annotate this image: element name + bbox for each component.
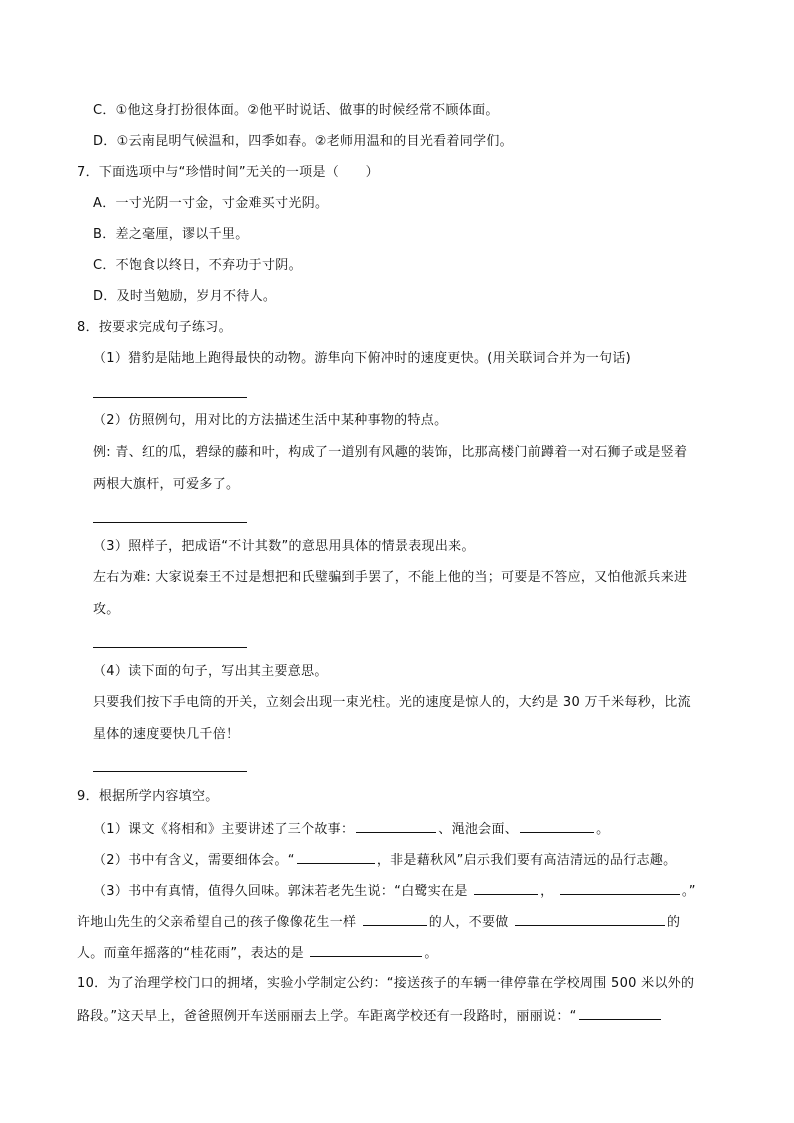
q9-part3-blank-1[interactable] [474, 880, 538, 895]
q9-part1-blank-1[interactable] [356, 818, 436, 833]
q9-part1-text-b: 、渑池会面、 [438, 822, 519, 837]
q9-part3-line3 [77, 942, 438, 964]
q9-part1 [93, 818, 609, 840]
q9-stem: 9．根据所学内容填空。 [77, 789, 219, 804]
q8-part1: （1）猎豹是陆地上跑得最快的动物。游隼向下俯冲时的速度更快。(用关联词合并为一句话) [93, 351, 632, 366]
q9-part1-text-a: （1）课文《将相和》主要讲述了三个故事： [93, 822, 355, 837]
q9-part3-text-d: 许地山先生的父亲希望自己的孩子像像花生一样 [77, 915, 357, 930]
q9-part3-text-g: 人。而童年摇落的“桂花雨”，表达的是 [77, 946, 304, 961]
q9-part3-text-b: ， [540, 884, 554, 899]
q8-part3-example-line1: 左右为难: 大家说秦王不过是想把和氏璧骗到手罢了，不能上他的当；可要是不答应，又怕他派兵来进 [93, 570, 688, 585]
q8-part1-answer-blank[interactable] [93, 397, 247, 398]
q8-part4-sentence-line1: 只要我们按下手电筒的开关，立刻会出现一束光柱。光的速度是惊人的，大约是 30 万千米每秒，比流 [93, 695, 691, 710]
q9-part3-blank-4[interactable] [515, 911, 665, 926]
q8-part4: （4）读下面的句子，写出其主要意思。 [93, 664, 328, 679]
q9-part2-blank[interactable] [297, 849, 375, 864]
q9-part3-text-f: 的 [667, 915, 681, 930]
q10-answer-blank[interactable] [579, 1005, 661, 1020]
q10-text: 路段。”这天早上，爸爸照例开车送丽丽去上学。车距离学校还有一段路时，丽丽说：“ [77, 1009, 577, 1024]
q10-line1: 10．为了治理学校门口的拥堵，实验小学制定公约：“接送孩子的车辆一律停靠在学校周围 500 米以外的 [77, 976, 695, 991]
q9-part3-blank-3[interactable] [363, 911, 427, 926]
q9-part2-text-a: （2）书中有含义，需要细体会。“ [93, 853, 295, 868]
q7-option-c: C．不饱食以终日，不弃功于寸阴。 [93, 258, 302, 273]
q8-part4-sentence-line2: 星体的速度要快几千倍！ [93, 727, 240, 742]
q9-part1-blank-2[interactable] [520, 818, 594, 833]
q6-option-c: C．①他这身打扮很体面。②他平时说话、做事的时候经常不顾体面。 [93, 103, 499, 118]
q8-part2: （2）仿照例句，用对比的方法描述生活中某种事物的特点。 [93, 413, 448, 428]
q10-line2 [77, 1005, 663, 1027]
q9-part3-blank-5[interactable] [310, 942, 422, 957]
q9-part3-text-c: 。” [681, 884, 696, 899]
q8-part2-example-line1: 例: 青、红的瓜，碧绿的藤和叶，构成了一道别有风趣的装饰，比那高楼门前蹲着一对石狮子或是竖着 [93, 445, 688, 460]
q9-part1-text-c: 。 [596, 822, 610, 837]
q9-part2 [93, 849, 676, 871]
q8-part4-answer-blank[interactable] [93, 771, 247, 772]
q7-stem: 7．下面选项中与“珍惜时间”无关的一项是（ ） [77, 165, 379, 180]
q7-option-d: D．及时当勉励，岁月不待人。 [93, 289, 277, 304]
q6-option-d: D．①云南昆明气候温和，四季如春。②老师用温和的目光看着同学们。 [93, 134, 513, 149]
q9-part3-text-e: 的人，不要做 [428, 915, 509, 930]
q8-part3: （3）照样子，把成语“不计其数”的意思用具体的情景表现出来。 [93, 539, 475, 554]
q8-part3-answer-blank[interactable] [93, 647, 247, 648]
q9-part3-text-a: （3）书中有真情，值得久回味。郭沫若老先生说：“白鹭实在是 [93, 884, 468, 899]
q9-part3-text-h: 。 [424, 946, 438, 961]
q8-stem: 8．按要求完成句子练习。 [77, 320, 232, 335]
q9-part3-line2 [77, 911, 680, 933]
q7-option-a: A．一寸光阴一寸金，寸金难买寸光阴。 [93, 196, 329, 211]
q9-part3-blank-2[interactable] [560, 880, 680, 895]
q9-part2-text-b: ，非是藉秋风”启示我们要有高洁清远的品行志趣。 [376, 853, 677, 868]
q8-part3-example-line2: 攻。 [93, 602, 120, 617]
q9-part3-line1 [93, 880, 696, 902]
q7-option-b: B．差之毫厘，谬以千里。 [93, 227, 249, 242]
q8-part2-example-line2: 两根大旗杆，可爱多了。 [93, 477, 240, 492]
q8-part2-answer-blank[interactable] [93, 522, 247, 523]
